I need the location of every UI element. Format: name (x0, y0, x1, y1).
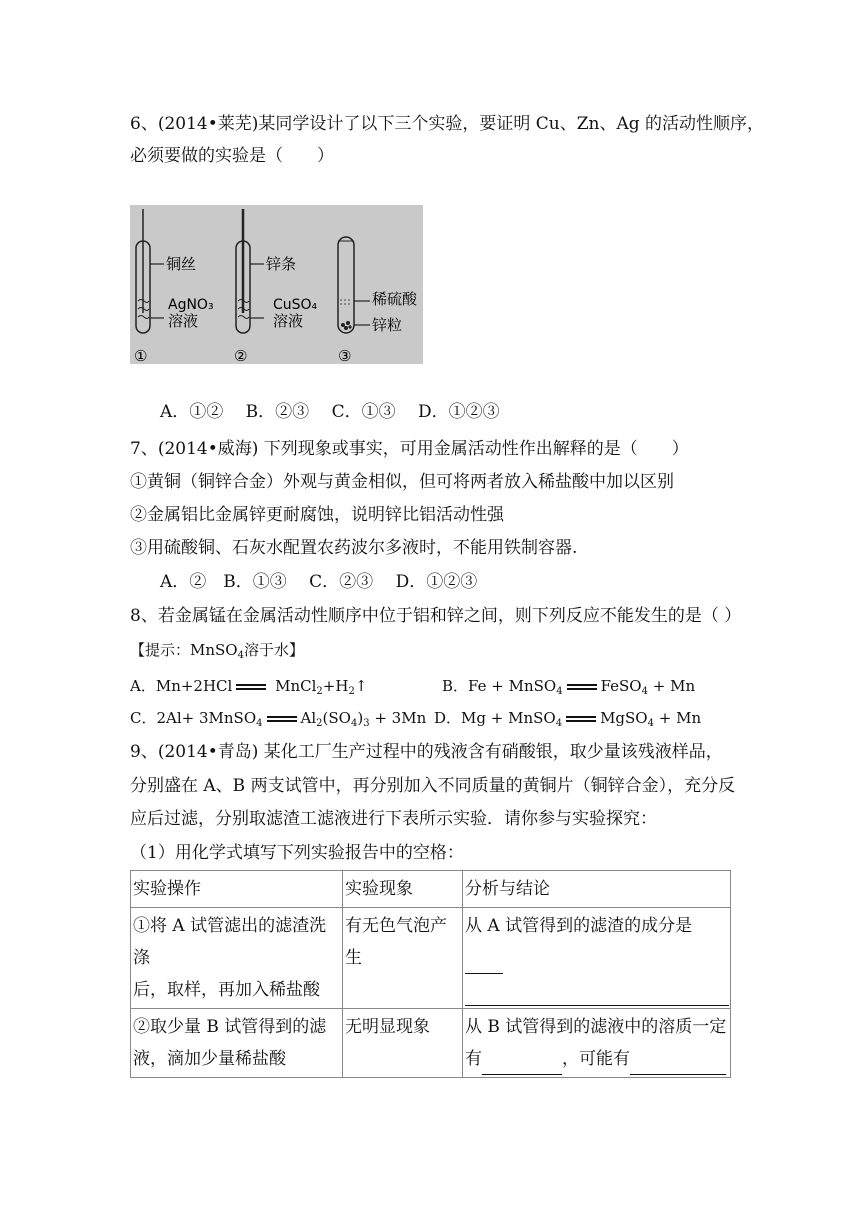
table-row (131, 1009, 731, 1078)
q8-option-a: A．Mn+2HCl $MnCl_2+H_2↑$ (130, 677, 368, 697)
header-phenomenon: 实验现象 (343, 871, 463, 908)
tube2-number: ② (234, 347, 248, 364)
answer-blank-3[interactable] (630, 1052, 726, 1075)
experiment-report-table (130, 870, 731, 1078)
header-operation: 实验操作 (131, 871, 343, 908)
tube2-solution-label2: 溶液 (273, 312, 304, 330)
table-header-row (131, 871, 731, 908)
test-tube-1 (134, 209, 214, 364)
q9-stem-line2: 分别盛在 A、B 两支试管中，再分别加入不同质量的黄铜片（铜锌合金），充分反 (130, 776, 736, 796)
table-row (131, 908, 731, 1009)
tube1-wire-label: 铜丝 (166, 255, 197, 273)
q9-subquestion-1: （1）用化学式填写下列实验报告中的空格： (130, 843, 464, 863)
q9-stem-line3: 应后过滤，分别取滤渣工滤液进行下表所示实验．请你参与实验探究： (130, 809, 657, 829)
q6-stem-line2: 必须要做的实验是（ ） (130, 146, 334, 166)
answer-blank-2[interactable] (482, 1052, 562, 1075)
q8-hint: 【提示：MnSO$_4$溶于水】 (130, 641, 304, 661)
row2-phenomenon: 无明显现象 (343, 1009, 463, 1078)
tube1-solution-label2: 溶液 (168, 312, 199, 330)
q6-options: A．①② B．②③ C．①③ D．①②③ (160, 402, 500, 422)
q8-option-c: C．2Al+ 3MnSO$_4$ $Al_2(SO_4)_3 + 3Mn$ (130, 709, 427, 729)
row1-conclusion: 从 A 试管得到的滤渣的成分是 (463, 908, 731, 1009)
q7-statement-3: ③用硫酸铜、石灰水配置农药波尔多液时，不能用铁制容器. (130, 538, 578, 558)
tube3-solid-label: 锌粒 (372, 316, 403, 334)
tube2-wire-label: 锌条 (266, 255, 297, 273)
row2-conclusion: 从 B 试管得到的滤液中的溶质一定 有 ，可能有 (463, 1009, 731, 1078)
q8-option-d: D．Mg + MnSO$_4$ MgSO$_4$ + Mn (434, 709, 702, 729)
row1-operation: ①将 A 试管滤出的滤渣洗涤 后，取样，再加入稀盐酸 (131, 908, 343, 1009)
answer-blank-1b[interactable] (465, 983, 729, 1006)
q7-stem: 7、(2014•威海) 下列现象或事实，可用金属活动性作出解释的是（ ） (130, 439, 689, 459)
tube1-number: ① (134, 347, 148, 364)
q7-statement-2: ②金属铝比金属锌更耐腐蚀，说明锌比铝活动性强 (130, 505, 504, 525)
q7-statement-1: ①黄铜（铜锌合金）外观与黄金相似，但可将两者放入稀盐酸中加以区别 (130, 472, 674, 492)
q7-options: A．② B．①③ C．②③ D．①②③ (160, 572, 478, 592)
q8-stem: 8、若金属锰在金属活动性顺序中位于铝和锌之间，则下列反应不能发生的是（ ） (130, 606, 742, 626)
tube2-solution-label: CuSO₄ (273, 297, 318, 313)
test-tube-2 (234, 209, 318, 364)
test-tube-3 (338, 237, 418, 364)
tube1-solution-label: AgNO₃ (168, 297, 214, 313)
answer-blank-1[interactable] (465, 951, 503, 974)
q8-option-b: B．Fe + MnSO$_4$ FeSO$_4$ + Mn (442, 677, 696, 697)
tube3-number: ③ (338, 347, 352, 364)
tube3-liquid-label: 稀硫酸 (372, 290, 418, 308)
q6-stem-line1: 6、(2014•莱芜)某同学设计了以下三个实验，要证明 Cu、Zn、Ag 的活动性顺序， (130, 114, 765, 134)
header-conclusion: 分析与结论 (463, 871, 731, 908)
q9-stem-line1: 9、(2014•青岛) 某化工厂生产过程中的残液含有硝酸银，取少量该残液样品， (130, 742, 723, 762)
row1-phenomenon: 有无色气泡产 生 (343, 908, 463, 1009)
test-tube-figure (130, 205, 423, 364)
row2-operation: ②取少量 B 试管得到的滤 液，滴加少量稀盐酸 (131, 1009, 343, 1078)
